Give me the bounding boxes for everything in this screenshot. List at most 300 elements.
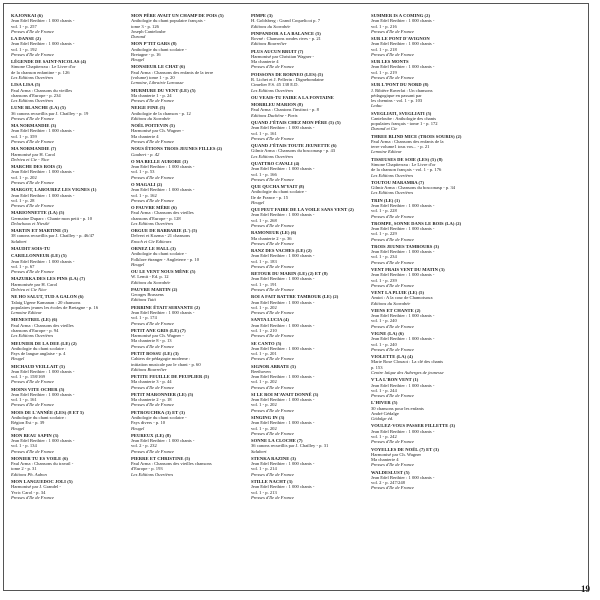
index-entry xyxy=(371,400,481,421)
entry-title: PLUS AUCUN BRUIT (7) xyxy=(251,48,304,54)
entry-detail-line: Presses d'Ile de France xyxy=(11,115,55,121)
entry-title: OU LE VENT NOUS MÈNE (5) xyxy=(131,269,196,275)
index-entry xyxy=(251,364,361,390)
entry-detail-line: Anthologie du chant populaire français - xyxy=(131,18,206,24)
entry-detail-line: Presses d'Ile de France xyxy=(251,135,295,141)
entry-title: MOINS VITE OCHER (5) xyxy=(11,386,65,392)
entry-title: O MA BELLE AURORE (3) xyxy=(131,158,188,164)
entry-title: SE CANTO (5) xyxy=(251,340,282,346)
entry-detail-line: Jean Edel Berthier : 1 000 chants - xyxy=(11,258,75,264)
entry-detail-line: Amiot : A la cour de Chamotsoux xyxy=(371,295,433,301)
entry-title: PIMPE (3) xyxy=(251,13,273,18)
entry-detail-line: Jean Edel Berthier : 1 000 chants - xyxy=(371,313,435,319)
entry-detail-line: Editions du Scarabée xyxy=(131,115,171,121)
entry-detail-line: Gilmir Arma : Chansons du bosconasp - p. 43 xyxy=(251,148,336,154)
entry-detail-line: Jean Edel Berthier : 1 000 chants - xyxy=(371,474,435,480)
index-entry xyxy=(11,13,121,34)
index-column-1 xyxy=(11,13,121,502)
index-entry xyxy=(371,82,481,108)
entry-detail-line: Harmonisée par H. Carol xyxy=(11,281,58,287)
entry-detail-line: Jean Edel Berthier : 1 000 chants - xyxy=(251,397,315,403)
entry-title: NOUS ÉTIONS TROIS JEUNES FILLES (2) xyxy=(131,146,223,152)
entry-detail-line: Région Est - p. 39 xyxy=(11,420,45,426)
entry-title: PETROUCHKA (3) ET (3) xyxy=(131,409,185,415)
entry-detail-line: vol. 1 - p. 202 xyxy=(251,425,277,431)
entry-detail-line: Lemoine Editeur xyxy=(371,149,402,155)
entry-detail-line: J. Ribière Raverlat : Un chansons xyxy=(371,87,433,93)
entry-title: CARILLONNEUR (LE) (5) xyxy=(11,253,67,259)
entry-title: LUNE BLANCHE (LA) (5) xyxy=(11,105,66,111)
entry-title: OU VEAIS-TU FAIRE A LA FONTAINE xyxy=(251,94,334,100)
entry-detail-line: Harmonisé par J. Grandel - xyxy=(11,484,61,490)
entry-detail-line: Jean Edel Berthier : 1 000 chants - xyxy=(131,438,195,444)
entry-title: NEIGE FINE (5) xyxy=(131,105,166,111)
entry-title: ORGUE DE BARBARIE (L') (5) xyxy=(131,228,198,234)
entry-detail-line: Presses d'Ile de France xyxy=(11,269,55,275)
entry-title: NE HO SALUT, TUD A GALON (6) xyxy=(11,294,84,300)
index-entry xyxy=(371,267,481,288)
entry-title: STILLE NACHT (3) xyxy=(251,479,293,485)
entry-title: SUR L'PONT DU NORD (8) xyxy=(371,82,429,88)
entry-title: O PAUVRE MÈRE (6) xyxy=(131,205,177,211)
entry-detail-line: vol. 1 - p. 202 xyxy=(251,402,277,408)
entry-detail-line: Jean Edel Berthier : 1 000 chants - xyxy=(251,276,315,282)
index-entry xyxy=(11,276,121,292)
index-entry xyxy=(371,331,481,352)
index-entry xyxy=(371,290,481,306)
entry-title: PETIT ANE GRIS (LE) (7) xyxy=(131,327,186,333)
entry-title: PERRINE ÉTAIT SERVANTE (2) xyxy=(131,304,200,310)
entry-detail-line: Editions du Scarabée xyxy=(131,279,171,285)
entry-detail-line: Pays divers - p. 10 xyxy=(131,420,166,426)
entry-detail-line: 36 canons recueillis par J. Chailley - p. 31 xyxy=(251,443,329,449)
entry-detail-line: Les Editions Ouvrières xyxy=(251,153,294,159)
entry-title: QUAND J'ÉTAIS TOUTE JEUNETTE (6) xyxy=(251,143,337,149)
entry-detail-line: Paul Arma : Chansons des vieilles xyxy=(131,210,194,216)
entry-detail-line: vol. 1 - p. 359 xyxy=(11,133,37,139)
index-entry xyxy=(131,123,241,144)
entry-title: MAUDIT SOIS-TU xyxy=(11,246,51,252)
entry-title: KAJONKAI (6) xyxy=(11,13,43,18)
index-entry xyxy=(371,180,481,196)
entry-title: MA NORMANDIE (7) xyxy=(11,146,57,152)
index-entry xyxy=(131,433,241,454)
index-entry xyxy=(11,123,121,144)
entry-detail-line: Bretagne - p. 16 xyxy=(131,51,161,57)
entry-detail-line: Presses d'Ile de France xyxy=(251,407,295,413)
entry-detail-line: Delrieu et Cie Nice xyxy=(11,286,47,292)
entry-detail-line: Presses d'Ile de France xyxy=(131,174,175,180)
entry-detail-line: Durand xyxy=(131,34,146,39)
entry-title: POISSONS DE BORNEO (LES) (5) xyxy=(251,71,324,77)
entry-detail-line: Presses d'Ile de France xyxy=(371,259,415,265)
index-entry xyxy=(11,59,121,80)
entry-detail-line: Jean Edel Berthier : 1 000 chants - xyxy=(11,438,75,444)
index-entry xyxy=(371,198,481,219)
index-entry xyxy=(371,221,481,242)
index-entry xyxy=(371,308,481,329)
entry-detail-line: de la chanson français - vol. 1 - p. 176 xyxy=(371,167,442,173)
entry-detail-line: Gilmir Arma : Chansons du bosconasp - p. 34 xyxy=(371,185,456,191)
entry-title: PETITE FEUILLE DE PEUPLIER (5) xyxy=(131,374,210,380)
entry-detail-line: Presses d'Ile de France xyxy=(11,448,55,454)
entry-detail-line: vol. 1 - p. 239 xyxy=(371,277,397,283)
index-entry xyxy=(11,410,121,431)
index-entry xyxy=(251,161,361,182)
entry-title: TISSEUSES DE SOIE (LES) (5) (8) xyxy=(371,156,443,162)
entry-detail-line: Jean Edel Berthier : 1 000 chants - xyxy=(251,345,315,351)
entry-detail-line: Presses d'Ile de France xyxy=(11,402,55,408)
entry-detail-line: vol. 1 - p. 214 xyxy=(251,466,277,472)
entry-title: MAZURKA DES LES PINS (LA) (7) xyxy=(11,276,86,282)
index-entry xyxy=(371,377,481,398)
index-entry xyxy=(251,392,361,413)
entry-detail-line: Heugel xyxy=(11,425,25,431)
index-entry xyxy=(251,248,361,269)
entry-detail-line: Cimelier F.S. 45 138 E.D. xyxy=(251,82,299,88)
entry-detail-line: 36 canons recueillis par J. Chailley - p. 19 xyxy=(11,110,89,116)
entry-title: PEUREUX (LE) (8) xyxy=(131,432,171,438)
entry-detail-line: Delachaux et Niestlé xyxy=(11,220,50,226)
entry-detail-line: Salabert xyxy=(251,448,267,454)
entry-detail-line: Anthologie du chant scolaire - xyxy=(131,415,187,421)
index-entry xyxy=(251,341,361,362)
entry-title: RAMONEUR (LE) (6) xyxy=(251,230,297,236)
entry-detail-line: Ile de France - p. 15 xyxy=(251,194,288,200)
entry-detail-line: Heugel xyxy=(131,425,145,431)
entry-title: STENKA RAZINE (3) xyxy=(251,455,297,461)
entry-detail-line: Jean Edel Berthier : 1 000 chants - xyxy=(251,484,315,490)
index-entry xyxy=(131,328,241,349)
entry-detail-line: vol. 1 - p. 201 xyxy=(251,351,277,356)
entry-detail-line: Ma chanterie 4 xyxy=(251,59,279,65)
entry-title: VENT LA PLUIE (LE) (5) xyxy=(371,290,425,296)
index-entry xyxy=(251,49,361,70)
entry-detail-line: vol. 2 - p. 232 xyxy=(131,443,157,449)
entry-detail-line: Jean Edel Berthier : 1 000 chants - xyxy=(251,125,315,131)
entry-detail-line: Jean Edel Berthier : 1 000 chants - xyxy=(371,336,435,342)
index-entry xyxy=(131,64,241,85)
entry-detail-line: Pays de langue anglaise - p. 4 xyxy=(11,351,66,356)
entry-title: PETIT MARONNIER (LE) (5) xyxy=(131,391,194,397)
entry-detail-line: Presses d'Ile de France xyxy=(251,176,295,182)
entry-detail-line: Editions du Scarabée xyxy=(371,300,411,306)
entry-title: MON LANGUEDOC JOLI (5) xyxy=(11,479,73,485)
entry-detail-line: Paul Arma : Chantons l'instinct - p. 8 xyxy=(251,107,319,113)
entry-detail-line: Presses d'Ile de France xyxy=(131,138,175,144)
entry-detail-line: vol. 1 - p. 268 xyxy=(251,217,277,223)
entry-detail-line: Harmonisé par Ch. Wagner xyxy=(371,451,422,457)
entry-detail-line: Presses d'Ile de France xyxy=(251,430,295,436)
entry-title: MON PÈRE AVAIT UN CHAMP DE POIS (5) xyxy=(131,13,224,18)
index-entry xyxy=(251,456,361,477)
index-entry xyxy=(251,13,361,29)
entry-detail-line: tome 2 - p. 31 xyxy=(11,466,37,472)
entry-detail-line: Folklore étranger - Angleterre - p. 10 xyxy=(131,256,199,262)
entry-title: TOUTOU MARAMBA (7) xyxy=(371,179,425,185)
entry-detail-line: Les Editions Ouvrières xyxy=(131,471,174,477)
entry-title: RETOUR DU MARIN (LE) (2) ET (8) xyxy=(251,271,328,277)
entry-detail-line: vol. 1 - p. 213 xyxy=(251,489,277,495)
entry-detail-line: vol. 1 - p. 240 xyxy=(371,341,397,347)
entry-title: NOËL POITEVIN (5) xyxy=(131,123,175,129)
entry-detail-line: Presses d'Ile de France xyxy=(251,384,295,390)
entry-detail-line: vol. 1 - p. 242 xyxy=(371,433,397,439)
entry-detail-line: Paul Arma : Chansons du travail - xyxy=(11,461,74,467)
entry-detail-line: vol. 1 - p. 244 xyxy=(371,387,397,393)
entry-detail-line: Editions Duchêne - Paris xyxy=(251,112,298,118)
entry-detail-line: Jean Edel Berthier : 1 000 chants - xyxy=(11,41,75,47)
index-entry xyxy=(371,36,481,57)
entry-detail-line: Yvric Carol - p. 34 xyxy=(11,489,46,495)
entry-detail-line: Paul Arma : Chansons du vieilles xyxy=(11,87,73,93)
entry-title: MARIONNETTE (LA) (5) xyxy=(11,210,65,216)
entry-detail-line: vol. 1 - p. 218 xyxy=(371,46,397,52)
entry-detail-line: pédagogique en passant par xyxy=(371,92,422,98)
entry-detail-line: Presses d'Ile de France xyxy=(251,64,295,70)
entry-detail-line: Editions Bourrelier xyxy=(131,366,167,372)
entry-title: VOYELLES DE NOËL (7) ET (3) xyxy=(371,446,439,452)
index-entry xyxy=(11,341,121,362)
entry-detail-line: vol. 1 - p. 162 xyxy=(131,192,157,198)
index-entry xyxy=(371,13,481,34)
index-entry xyxy=(251,230,361,246)
entry-detail-line: vol. 1 - p. 257 xyxy=(11,23,37,29)
entry-detail-line: les chemins - vol. 1 - p. 103 xyxy=(371,98,423,104)
entry-detail-line: Les Editions Ouvrières xyxy=(11,74,54,80)
entry-title: SIGNOR ABBATE (5) xyxy=(251,363,296,369)
entry-title: LÉGENDE DE SAINT-NICOLAS (4) xyxy=(11,59,87,65)
index-entry xyxy=(11,228,121,244)
entry-detail-line: Harmonisé par Ch. Wagner - xyxy=(131,128,184,134)
index-entry xyxy=(131,105,241,121)
entry-detail-line: Jean Edel Berthier : 1 000 chants - xyxy=(131,164,195,170)
entry-detail-line: vol. 1 - p. 67 xyxy=(11,263,35,269)
entry-detail-line: Ma chanterie 2 - p. 36 xyxy=(251,235,292,241)
entry-detail-line: Les Editions Ouvrières xyxy=(11,98,54,104)
index-entry xyxy=(11,387,121,408)
entry-title: ORNEZ LE HALL (3) xyxy=(131,246,176,252)
entry-title: MARGOT, LABOUREZ LES VIGNES (1) xyxy=(11,187,97,193)
entry-title: SUR LES MONTS xyxy=(371,59,409,65)
page-number: 19 xyxy=(581,584,590,594)
entry-title: MORBLEU MARION (8) xyxy=(251,102,303,108)
entry-detail-line: Presses d'Ile de France xyxy=(251,286,295,292)
entry-title: QUATTRO CAVALI (4) xyxy=(251,161,300,166)
entry-detail-line: Jean Edel Berthier : 1 000 chants - xyxy=(371,41,435,47)
index-entry xyxy=(11,364,121,385)
entry-title: MONSIEUR LE CHAT (6) xyxy=(131,64,186,70)
index-entry xyxy=(11,82,121,103)
entry-detail-line: Jean Edel Berthier : 1 000 chants - xyxy=(11,368,75,374)
index-entry xyxy=(131,41,241,62)
index-entry xyxy=(251,438,361,454)
index-entry xyxy=(371,354,481,375)
entry-detail-line: Paul Arma : Chansons des vieilles chansons xyxy=(131,461,212,467)
entry-detail-line: vol. 1 - p. 166 xyxy=(251,171,277,177)
index-entry xyxy=(131,13,241,39)
entry-title: VIENS ET CHANTE (2) xyxy=(371,307,421,313)
entry-title: MON BEAU SAPIN (3) xyxy=(11,432,59,438)
entry-detail-line: Les Editions Ouvrières xyxy=(251,87,294,93)
entry-detail-line: (volume) tome 1 - p. 20 xyxy=(131,74,175,80)
entry-detail-line: Les Editions Ouvrières xyxy=(371,172,414,178)
entry-detail-line: Presses d'Ile de France xyxy=(131,448,175,454)
entry-detail-line: vol. 1 - p. 191 xyxy=(251,281,277,287)
entry-detail-line: Jean Edel Berthier : 1 000 chants - xyxy=(11,128,75,134)
entry-detail-line: chansons d'Europe - p. 94 xyxy=(11,327,59,333)
entry-detail-line: Editions Ph. Aubon xyxy=(11,471,47,477)
entry-detail-line: Jean Edel Berthier : 1 000 chants - xyxy=(371,272,435,278)
index-entry xyxy=(11,253,121,274)
entry-detail-line: Les Editions Ouvrières xyxy=(11,333,54,339)
entry-detail-line: Ma chanterie 2 - p. 18 xyxy=(131,397,172,403)
entry-detail-line: Presses d'Ile de France xyxy=(371,74,415,80)
entry-detail-line: Presses d'Ile de France xyxy=(371,346,415,352)
index-entry xyxy=(371,157,481,178)
entry-detail-line: Ma chanterie 4 xyxy=(131,133,159,139)
index-entry xyxy=(131,246,241,267)
entry-detail-line: vol. 1 - p. 174 xyxy=(131,315,157,321)
entry-detail-line: Canteloube : Anthologie des chants xyxy=(371,115,437,121)
entry-detail-line: Presses d'Ile de France xyxy=(131,197,175,203)
entry-detail-line: Ma chanterie 8 - p. 13 xyxy=(131,338,172,344)
entry-detail-line: Presses d'Ile de France xyxy=(251,263,295,269)
entry-title: VOULEZ-VOUS PASSER FILLETTE (3) xyxy=(371,423,456,429)
entry-title: TROIS JEUNES TAMBOURS (3) xyxy=(371,243,440,249)
entry-title: SUMMER IS A COMING (2) xyxy=(371,13,431,18)
entry-detail-line: Jean Edel Berthier : 1 000 chants - xyxy=(251,212,315,218)
entry-detail-line: p. 153 xyxy=(371,364,383,370)
entry-detail-line: Presses d'Ile de France xyxy=(11,138,55,144)
index-entry xyxy=(251,31,361,47)
index-entry xyxy=(11,210,121,226)
entry-detail-line: Anthologie du chant scolaire : xyxy=(11,345,67,351)
entry-detail-line: 30 chansons pour les enfants xyxy=(371,405,424,411)
entry-detail-line: Presses d'Ile de France xyxy=(371,51,415,57)
index-entry xyxy=(11,164,121,185)
entry-title: TROMPE, SONNE DANS LE BOIS (LA) (2) xyxy=(371,220,462,226)
entry-detail-line: Jean Edel Berthier : 1 000 chants - xyxy=(11,169,75,175)
entry-detail-line: Presses d'Ile de France xyxy=(131,402,175,408)
index-entry xyxy=(251,294,361,315)
entry-detail-line: Jean Edel Berthier : 1 000 chants - xyxy=(251,461,315,467)
entry-detail-line: vol. 1 - p. 161 xyxy=(251,130,277,136)
entry-detail-line: Les Editions Ouvrières xyxy=(131,220,174,226)
entry-detail-line: Presses d'Ile de France xyxy=(371,28,415,34)
index-entry xyxy=(11,105,121,121)
entry-detail-line: Georges Brassens xyxy=(131,292,164,298)
entry-detail-line: vol. 1 - p. 228 xyxy=(371,208,397,214)
index-entry xyxy=(131,205,241,226)
index-entry xyxy=(131,287,241,303)
entry-detail-line: Editions Tutti xyxy=(131,297,156,303)
index-entry xyxy=(131,374,241,390)
index-entry xyxy=(131,159,241,180)
entry-detail-line: Jean Edel Berthier : 1 000 chants - xyxy=(371,18,435,24)
entry-detail-line: Lemoine, Librairie Larousse xyxy=(131,80,184,86)
entry-title: SI LE ROI M'AVAIT DONNÉ (3) xyxy=(251,391,319,397)
entry-detail-line: R. Lichet et J. Pellerin : Dignebondaine xyxy=(251,77,324,83)
entry-detail-line: W. Lemit - Ed. p. 12 xyxy=(131,274,169,280)
entry-detail-line: Presses d'Ile de France xyxy=(371,485,415,491)
entry-title: VIOLETTE (LA) (4) xyxy=(371,354,413,360)
entry-detail-line: Editions du Scarabée xyxy=(251,23,291,29)
entry-detail-line: vol. 1 - p. 210 xyxy=(251,327,277,333)
entry-title: SANTA LUCIA (4) xyxy=(251,317,289,323)
entry-detail-line: vol. 1 - p. 219 xyxy=(371,69,397,75)
entry-detail-line: vol. 1 - p. 134 xyxy=(11,443,37,449)
entry-detail-line: initiation musicale par le chant - p. 60 xyxy=(131,361,201,367)
entry-detail-line: vol. 1 - p. 183 xyxy=(251,258,277,264)
entry-detail-line: vol. 1 - p. 161 xyxy=(11,397,37,403)
index-entry xyxy=(251,479,361,500)
entry-detail-line: Gaubert - p. 42 xyxy=(131,151,160,157)
index-entry xyxy=(371,111,481,132)
entry-detail-line: Presses d'Ile de France xyxy=(251,333,295,339)
index-entry xyxy=(251,317,361,338)
entry-detail-line: Presses d'Ile de France xyxy=(251,494,295,500)
entry-detail-line: vol. 1 - p. 28 xyxy=(11,197,35,203)
entry-detail-line: tome 3 - p. 126 xyxy=(131,23,159,29)
entry-detail-line: Leduc xyxy=(371,103,383,109)
entry-detail-line: Presses d'Ile de France xyxy=(131,384,175,390)
entry-detail-line: vol. 1 - p. 192 xyxy=(11,46,37,52)
entry-detail-line: Presses d'Ile de France xyxy=(131,343,175,349)
entry-detail-line: chansons d'Europe - p. 234 xyxy=(11,92,61,98)
index-entry xyxy=(11,479,121,500)
entry-detail-line: Jean Edel Berthier : 1 000 chants - xyxy=(371,203,435,208)
entry-detail-line: Jean Edel Berthier : 1 000 chants - xyxy=(11,192,75,198)
entry-detail-line: Paul Arma : Chansons des vieilles xyxy=(11,322,74,328)
entry-detail-line: Jean Edel Berthier : 1 000 chants - xyxy=(251,253,315,259)
entry-detail-line: Centre laïque des Auberges de jeunesse xyxy=(371,369,444,375)
entry-title: THREE BLIND MICE (TROIS SOURIS) (2) xyxy=(371,133,462,139)
entry-detail-line: Jean Edel Berthier : 1 000 chants - xyxy=(251,322,315,328)
entry-title: RANZ DES VACHES (LE) (2) xyxy=(251,248,312,254)
entry-title: MA NORMANDIE (3) xyxy=(11,123,57,129)
entry-detail-line: Cahiers de pédagogie moderne : xyxy=(131,356,191,362)
entry-detail-line: Delrieu et Cie - Nice xyxy=(11,156,50,162)
index-entry xyxy=(11,433,121,454)
index-entry xyxy=(131,88,241,104)
entry-detail-line: 38 canons recueillis par J. Chailley - p. 46/47 xyxy=(11,233,95,239)
entry-detail-line: Presses d'Ile de France xyxy=(251,471,295,477)
entry-title: L'HIVER (5) xyxy=(371,400,398,406)
entry-detail-line: Presses d'Ile de France xyxy=(11,494,55,500)
entry-title: ROI A FAIT BATTRE TAMBOUR (LE) (2) xyxy=(251,294,339,300)
entry-detail-line: vol. 1 - p. 216 xyxy=(371,23,397,29)
entry-detail-line: Germaine Duparc : Chante mon petit - p. 10 xyxy=(11,215,93,221)
entry-detail-line: vol. 1 - p. 234 xyxy=(371,254,397,260)
entry-detail-line: Rovné : Chansons rondes rives - p. 21 xyxy=(251,36,321,42)
entry-detail-line: Jean Edel Berthier : 1 000 chants - xyxy=(131,310,195,316)
entry-detail-line: Delvert et Kozma - 21 chansons xyxy=(131,233,191,239)
index-entry xyxy=(251,143,361,159)
entry-detail-line: Presses d'Ile de France xyxy=(371,439,415,445)
entry-detail-line: vol. 1 - p. 53 xyxy=(131,169,155,175)
entry-detail-line: populaires jeunes les écoles de Bretagne - p. 16 xyxy=(11,304,99,310)
entry-detail-line: Presses d'Ile de France xyxy=(371,462,415,468)
entry-detail-line: Presses d'Ile de France xyxy=(371,282,415,288)
entry-detail-line: Jean Edel Berthier : 1 000 chants - xyxy=(371,226,435,232)
entry-title: TRIN (LE) (1) xyxy=(371,197,400,203)
entry-detail-line: Heugel xyxy=(11,356,25,362)
index-entry xyxy=(131,392,241,408)
index-entry xyxy=(251,120,361,141)
entry-title: LISA LISA (5) xyxy=(11,82,41,88)
entry-detail-line: vol. 1 - p. 202 xyxy=(251,304,277,310)
